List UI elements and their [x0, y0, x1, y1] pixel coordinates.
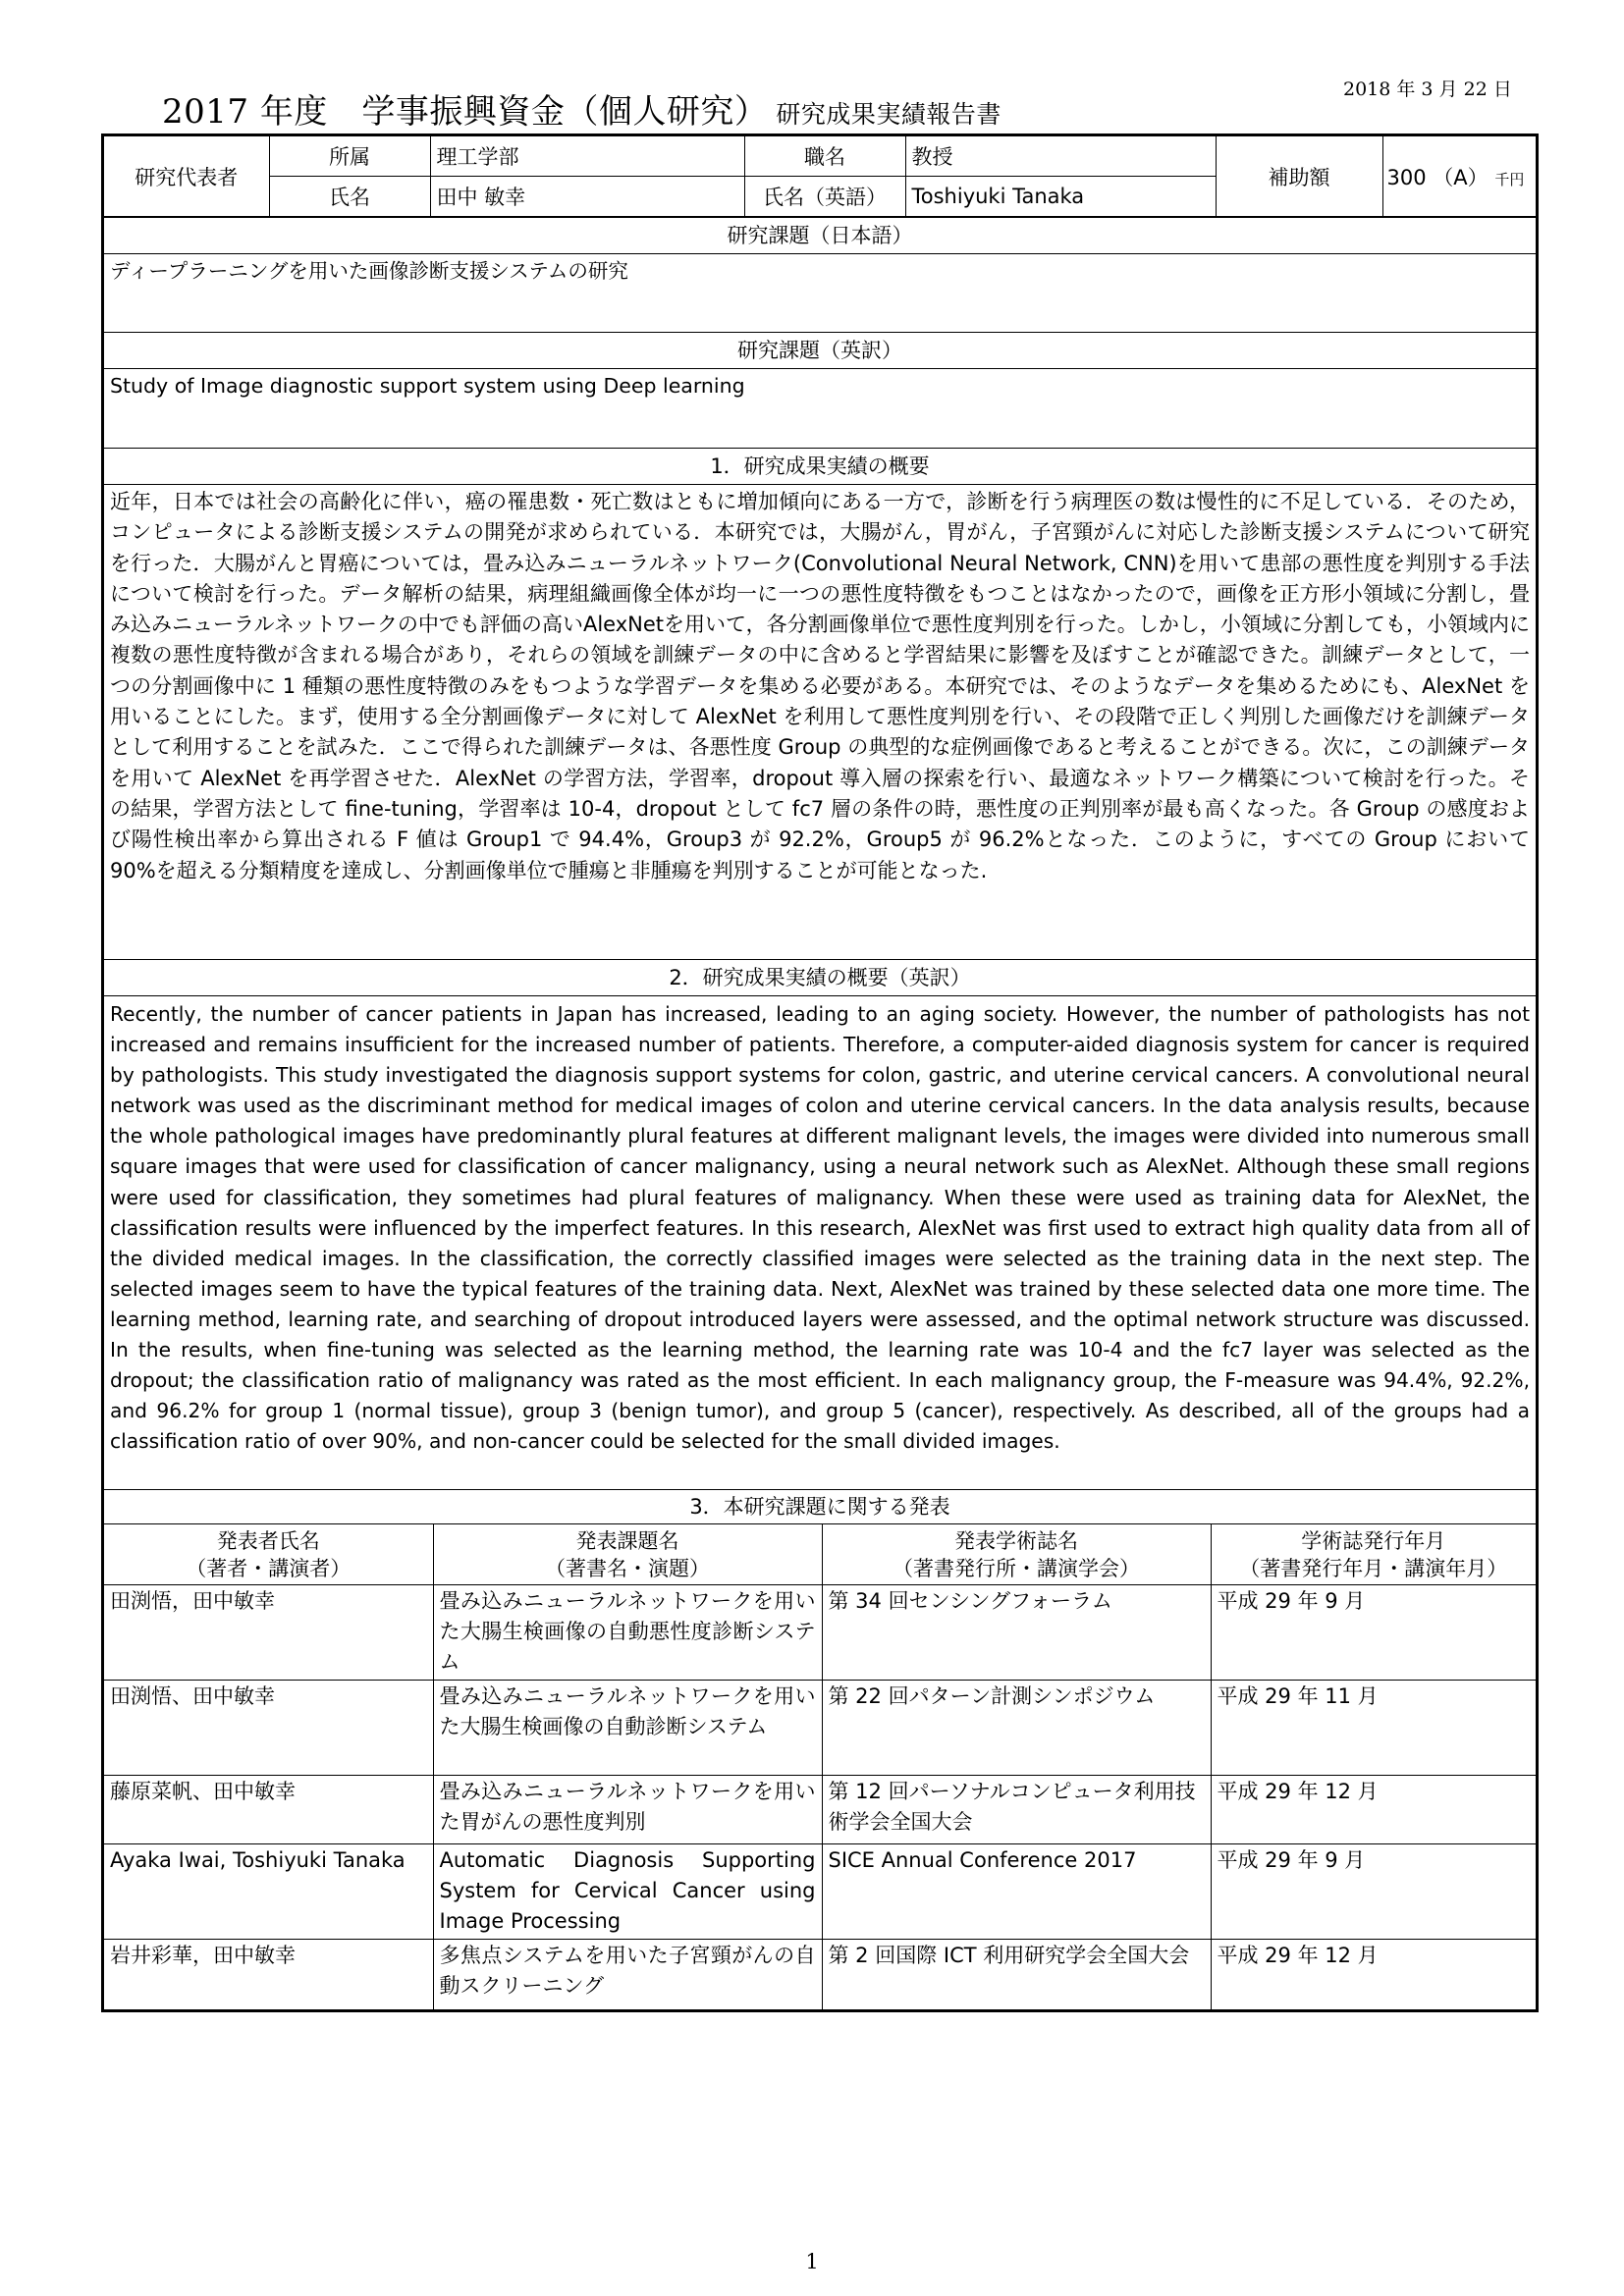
presenters-cell: 田渕悟、田中敏幸: [104, 1681, 433, 1776]
presenters-cell: 田渕悟，田中敏幸: [104, 1585, 433, 1681]
affiliation-label: 所属: [269, 136, 430, 177]
affiliation-value: 理工学部: [430, 136, 744, 177]
date-cell: 平成 29 年 9 月: [1211, 1585, 1536, 1681]
title-cell: 多焦点システムを用いた子宮頸がんの自動スクリーニング: [433, 1940, 822, 2009]
research-title-en-text: Study of Image diagnostic support system using Deep learning: [104, 368, 1536, 448]
publications-header-row: [104, 1524, 1536, 1585]
grant-value: 300 （A）: [1386, 165, 1489, 189]
presenters-cell: 藤原菜帆、田中敏幸: [104, 1776, 433, 1844]
page-title: [162, 84, 1001, 133]
venue-cell: SICE Annual Conference 2017: [822, 1844, 1211, 1940]
title-cell: 畳み込みニューラルネットワークを用いた胃がんの悪性度判別: [433, 1776, 822, 1844]
position-value: 教授: [905, 136, 1216, 177]
name-en-value: Toshiyuki Tanaka: [905, 177, 1216, 217]
report-subtitle: 研究成果実績報告書: [776, 100, 1001, 129]
date-cell: 平成 29 年 11 月: [1211, 1681, 1536, 1776]
venue-cell: 第 22 回パターン計測シンポジウム: [822, 1681, 1211, 1776]
venue-cell: 第 34 回センシングフォーラム: [822, 1585, 1211, 1681]
table-row: [104, 1844, 1536, 1940]
grant-cell: [1382, 136, 1536, 217]
table-row: [104, 1776, 1536, 1844]
venue-cell: 第 12 回パーソナルコンピュータ利用技術学会全国大会: [822, 1776, 1211, 1844]
grant-unit: 千円: [1494, 170, 1525, 188]
info-table: [104, 136, 1536, 217]
name-en-label: 氏名（英語）: [744, 177, 905, 217]
summary-en-text: Recently, the number of cancer patients in Japan has increased, leading to an aging society. However, the number of pathologists has not increased and remains insufficient for the increased number of patients. Therefore, a computer-aided diagnosis system for cancer is required by pathologists. This study investigated the diagnosis support systems for colon, gastric, and uterine cervical cancers. A convolutional neural network was used as the discriminant method for medical images of colon and uterine cervical cancers. In the data analysis results, because the whole pathological images have predominantly plural features at different malignant levels, the images were divided into numerous small square images that were used for classification of cancer malignancy, using a neural network such as AlexNet. Although these small regions were used for classification, they sometimes had plural features of malignancy. When these were used as training data for AlexNet, the classification results were influenced by the imperfect features. In this research, AlexNet was first used to extract high quality data from all of the divided medical images. In the classification, the correctly classified images were selected as the training data in the next step. The selected images seem to have the typical features of the training data. Next, AlexNet was trained by these selected data one more time. The learning method, learning rate, and searching of dropout introduced layers were assessed, and the optimal network structure was discussed. In the results, when fine-tuning was selected as the learning method, the learning rate was 10-4 and the fc7 layer was selected as the dropout; the classification ratio of malignancy was rated as the most efficient. In each malignancy group, the F-measure was 94.4%, 92.2%, and 96.2% for group 1 (normal tissue), group 3 (benign tumor), and group 5 (cancer), respectively. As described, all of the groups had a classification ratio of over 90%, and non-cancer could be selected for the small divided images.: [104, 995, 1536, 1489]
grant-label: 補助額: [1216, 136, 1382, 217]
date-cell: 平成 29 年 9 月: [1211, 1844, 1536, 1940]
col-venue: 発表学術誌名 （著書発行所・講演学会）: [822, 1524, 1211, 1585]
summary-en-heading: 2．研究成果実績の概要（英訳）: [104, 959, 1536, 995]
presenters-cell: Ayaka Iwai, Toshiyuki Tanaka: [104, 1844, 433, 1940]
name-label: 氏名: [269, 177, 430, 217]
publications-heading: 3．本研究課題に関する発表: [104, 1489, 1536, 1523]
report-form: [101, 133, 1539, 2012]
summary-jp-heading: 1．研究成果実績の概要: [104, 448, 1536, 484]
date-cell: 平成 29 年 12 月: [1211, 1776, 1536, 1844]
venue-cell: 第 2 回国際 ICT 利用研究学会全国大会: [822, 1940, 1211, 2009]
publications-table: [104, 1523, 1536, 2009]
col-title: 発表課題名 （著書名・演題）: [433, 1524, 822, 1585]
presenters-cell: 岩井彩華，田中敏幸: [104, 1940, 433, 2009]
col-date: 学術誌発行年月 （著書発行年月・講演年月）: [1211, 1524, 1536, 1585]
representative-label: 研究代表者: [104, 136, 269, 217]
page-number: 1: [805, 2250, 819, 2273]
research-title-en-heading: 研究課題（英訳）: [104, 332, 1536, 368]
title-cell: Automatic Diagnosis Supporting System for Cervical Cancer using Image Processing: [433, 1844, 822, 1940]
table-row: [104, 1585, 1536, 1681]
report-date: 2018 年 3 月 22 日: [1343, 79, 1512, 100]
summary-jp-text: 近年，日本では社会の高齢化に伴い，癌の罹患数・死亡数はともに増加傾向にある一方で，診断を行う病理医の数は慢性的に不足している．そのため，コンピュータによる診断支援システムの開発が求められている．本研究では，大腸がん，胃がん，子宮頸がんに対応した診断支援システムについて研究を行った．大腸がんと胃癌については，畳み込みニューラルネットワーク(Convolutional Neural Network, CNN)を用いて患部の悪性度を判別する手法について検討を行った。データ解析の結果，病理組織画像全体が均一に一つの悪性度特徴をもつことはなかったので，画像を正方形小領域に分割し，畳み込みニューラルネットワークの中でも評価の高いAlexNetを用いて，各分割画像単位で悪性度判別を行った。しかし，小領域に分割しても，小領域内に複数の悪性度特徴が含まれる場合があり，それらの領域を訓練データの中に含めると学習結果に影響を及ぼすことが確認できた。訓練データとして，一つの分割画像中に 1 種類の悪性度特徴のみをもつような学習データを集める必要がある。本研究では、そのようなデータを集めるためにも、AlexNet を用いることにした。まず，使用する全分割画像データに対して AlexNet を利用して悪性度判別を行い、その段階で正しく判別した画像だけを訓練データとして利用することを試みた．ここで得られた訓練データは、各悪性度 Group の典型的な症例画像であると考えることができる。次に，この訓練データを用いて AlexNet を再学習させた．AlexNet の学習方法，学習率，dropout 導入層の探索を行い、最適なネットワーク構築について検討を行った。その結果，学習方法として fine-tuning，学習率は 10-4，dropout として fc7 層の条件の時，悪性度の正判別率が最も高くなった。各 Group の感度および陽性検出率から算出される F 値は Group1 で 94.4%，Group3 が 92.2%，Group5 が 96.2%となった．このように，すべての Group において 90%を超える分類精度を達成し、分割画像単位で腫瘍と非腫瘍を判別することが可能となった.: [104, 484, 1536, 959]
name-value: 田中 敏幸: [430, 177, 744, 217]
title-cell: 畳み込みニューラルネットワークを用いた大腸生検画像の自動診断システム: [433, 1681, 822, 1776]
research-title-jp-text: ディープラーニングを用いた画像診断支援システムの研究: [104, 253, 1536, 332]
table-row: [104, 1940, 1536, 2009]
research-title-jp-heading: 研究課題（日本語）: [104, 217, 1536, 253]
title-cell: 畳み込みニューラルネットワークを用いた大腸生検画像の自動悪性度診断システム: [433, 1585, 822, 1681]
report-title: 2017 年度 学事振興資金（個人研究）: [162, 92, 769, 132]
date-cell: 平成 29 年 12 月: [1211, 1940, 1536, 2009]
position-label: 職名: [744, 136, 905, 177]
table-row: [104, 1681, 1536, 1776]
col-presenters: 発表者氏名 （著者・講演者）: [104, 1524, 433, 1585]
